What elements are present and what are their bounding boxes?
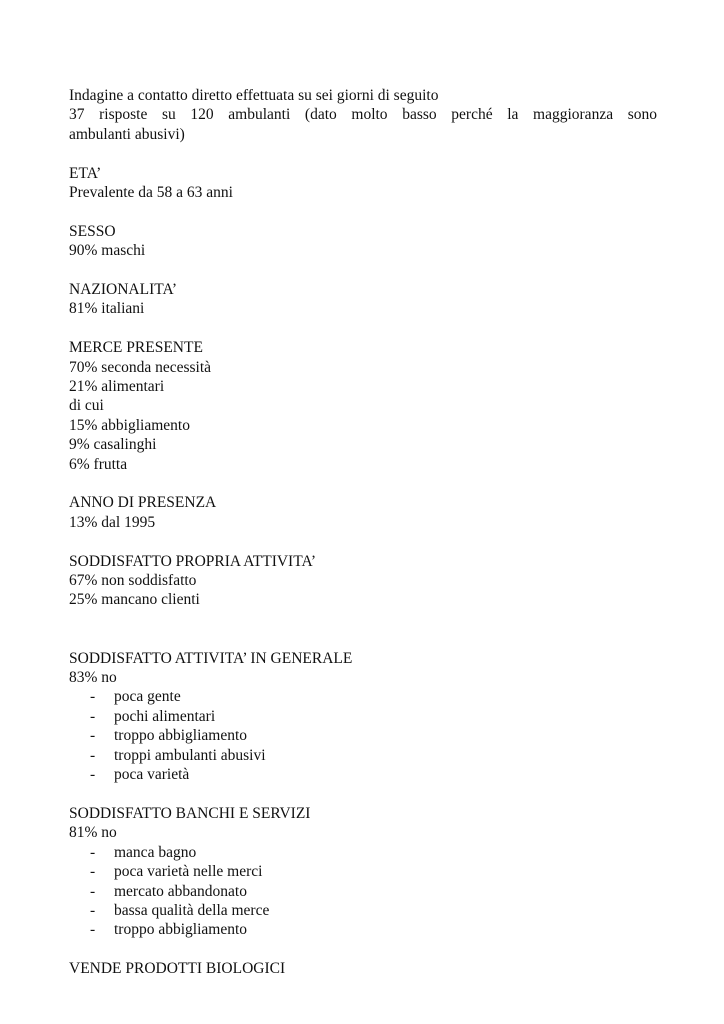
section-heading-eta: ETA’ — [69, 164, 102, 182]
merce-line: 15% abbigliamento — [69, 416, 190, 434]
spacer — [69, 532, 657, 551]
list-item — [69, 901, 657, 920]
list-item-text: poca gente — [114, 688, 181, 706]
list-item — [69, 746, 657, 765]
list-item — [69, 726, 657, 745]
section-heading-soddisfatto-banchi: SODDISFATTO BANCHI E SERVIZI — [69, 804, 311, 822]
spacer — [69, 785, 657, 804]
spacer — [69, 940, 657, 959]
list-item-text: poca varietà — [114, 766, 190, 784]
spacer — [69, 474, 657, 493]
section-soddisfatto-generale — [69, 649, 657, 785]
soddisfatto-propria-line: 25% mancano clienti — [69, 591, 200, 609]
bullet-list-generale — [69, 687, 657, 784]
dash-bullet: - — [90, 882, 96, 900]
list-item — [69, 882, 657, 901]
section-heading-biologici: VENDE PRODOTTI BIOLOGICI — [69, 960, 286, 978]
section-soddisfatto-propria — [69, 552, 657, 610]
merce-line: 21% alimentari — [69, 378, 165, 396]
list-item — [69, 920, 657, 939]
list-item — [69, 687, 657, 706]
spacer — [69, 144, 657, 163]
section-merce — [69, 338, 657, 474]
section-heading-soddisfatto-generale: SODDISFATTO ATTIVITA’ IN GENERALE — [69, 649, 353, 667]
dash-bullet: - — [90, 766, 96, 784]
list-item-text: troppo abbigliamento — [114, 727, 248, 745]
list-item-text: manca bagno — [114, 843, 197, 861]
list-item — [69, 862, 657, 881]
list-item-text: bassa qualità della merce — [114, 901, 270, 919]
section-sesso — [69, 222, 657, 261]
section-value-eta: Prevalente da 58 a 63 anni — [69, 184, 233, 202]
section-value-soddisfatto-generale: 83% no — [69, 669, 117, 687]
merce-line: 9% casalinghi — [69, 436, 157, 454]
merce-line: 6% frutta — [69, 455, 128, 473]
list-item — [69, 765, 657, 784]
soddisfatto-propria-line: 67% non soddisfatto — [69, 572, 197, 590]
section-heading-nazionalita: NAZIONALITA’ — [69, 281, 178, 299]
list-item-text: mercato abbandonato — [114, 882, 247, 900]
dash-bullet: - — [90, 746, 96, 764]
section-soddisfatto-banchi — [69, 804, 657, 940]
list-item — [69, 843, 657, 862]
bullet-list-banchi — [69, 843, 657, 940]
dash-bullet: - — [90, 901, 96, 919]
spacer — [69, 202, 657, 221]
section-value-sesso: 90% maschi — [69, 242, 146, 260]
dash-bullet: - — [90, 727, 96, 745]
section-biologici — [69, 959, 657, 978]
spacer — [69, 610, 657, 649]
section-heading-soddisfatto-propria: SODDISFATTO PROPRIA ATTIVITA’ — [69, 552, 317, 570]
dash-bullet: - — [90, 921, 96, 939]
list-item-text: poca varietà nelle merci — [114, 863, 263, 881]
section-anno — [69, 493, 657, 532]
section-eta — [69, 164, 657, 203]
section-value-soddisfatto-banchi: 81% no — [69, 824, 117, 842]
list-item-text: troppo abbigliamento — [114, 921, 248, 939]
intro-line-3: ambulanti abusivi) — [69, 125, 185, 143]
merce-line: 70% seconda necessità — [69, 358, 212, 376]
section-nazionalita — [69, 280, 657, 319]
dash-bullet: - — [90, 707, 96, 725]
merce-line: di cui — [69, 397, 104, 415]
list-item-text: pochi alimentari — [114, 707, 216, 725]
list-item-text: troppi ambulanti abusivi — [114, 746, 266, 764]
dash-bullet: - — [90, 863, 96, 881]
intro-line-1: Indagine a contatto diretto effettuata su sei giorni di seguito — [69, 87, 439, 104]
dash-bullet: - — [90, 843, 96, 861]
section-heading-sesso: SESSO — [69, 222, 116, 240]
spacer — [69, 261, 657, 280]
document-body — [69, 86, 657, 979]
section-heading-merce: MERCE PRESENTE — [69, 339, 203, 357]
intro-line-2: 37 risposte su 120 ambulanti (dato molto basso perché la maggioranza sono — [69, 106, 657, 124]
list-item — [69, 707, 657, 726]
section-heading-anno: ANNO DI PRESENZA — [69, 494, 217, 512]
section-value-anno: 13% dal 1995 — [69, 513, 156, 531]
dash-bullet: - — [90, 688, 96, 706]
section-value-nazionalita: 81% italiani — [69, 300, 145, 318]
intro-paragraph — [69, 86, 657, 144]
spacer — [69, 319, 657, 338]
